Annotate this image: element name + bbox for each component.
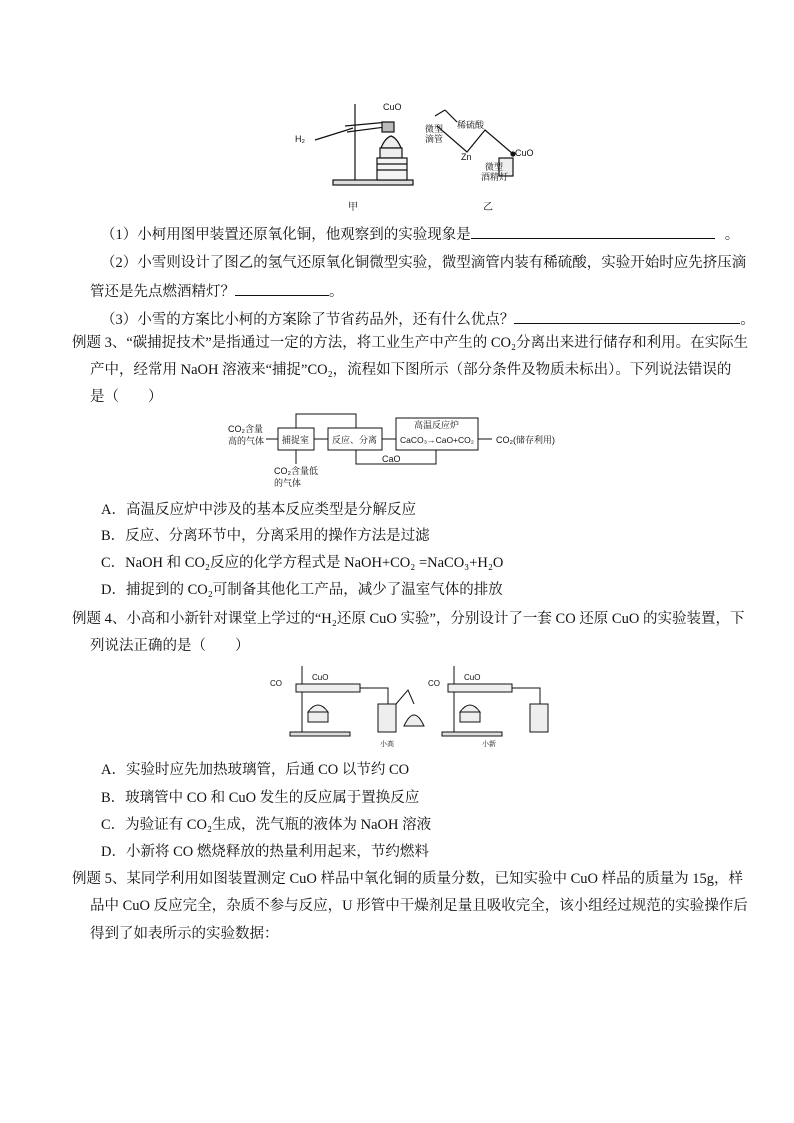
caption-xiaoxin: 小新 bbox=[482, 741, 496, 748]
example-4-option-b: B．玻璃管中 CO 和 CuO 发生的反应属于置换反应 bbox=[101, 790, 420, 806]
label-zn: Zn bbox=[461, 152, 472, 162]
flow-furnace-title: 高温反应炉 bbox=[414, 420, 460, 430]
question-2-line-1-text: （2）小雪则设计了图乙的氢气还原氧化铜微型实验，微型滴管内装有稀硫酸，实验开始时应先挤压滴 bbox=[101, 255, 747, 271]
example-5-line-1: 例题 5、某同学利用如图装置测定 CuO 样品中氧化铜的质量分数，已知实验中 CuO 样品的质量为 15g，样 bbox=[72, 871, 744, 887]
example-3-line-2: 产中，经常用 NaOH 溶液来“捕捉”CO₂，流程如下图所示（部分条件及物质未标出）。下列说法错误的 bbox=[90, 362, 732, 378]
label-micro-dropper-2: 滴管 bbox=[425, 134, 444, 144]
question-1: （1）小柯用图甲装置还原氧化铜，他观察到的实验现象是 。 bbox=[101, 224, 739, 245]
answer-blank-3[interactable] bbox=[514, 309, 740, 324]
carbon-capture-flowchart bbox=[226, 412, 596, 498]
label-micro-lamp-2: 酒精灯 bbox=[481, 172, 509, 182]
label-cuo-2: CuO bbox=[515, 148, 534, 158]
example-4-line-1: 例题 4、小高和小新针对课堂上学过的“H₂还原 CuO 实验”，分别设计了一套 CO 还原 CuO 的实验装置，下 bbox=[72, 611, 745, 627]
apparatus-jia bbox=[315, 104, 413, 185]
label-h2: H₂ bbox=[295, 134, 305, 144]
co-reduction-apparatus bbox=[268, 660, 568, 750]
label-dilute-acid: 稀硫酸 bbox=[457, 120, 485, 130]
example-4-option-a: A．实验时应先加热玻璃管，后通 CO 以节约 CO bbox=[101, 762, 410, 778]
label-co-right: CO bbox=[428, 679, 440, 688]
caption-yi: 乙 bbox=[483, 202, 493, 213]
flow-cao: CaO bbox=[382, 454, 401, 464]
example-3-line-3: 是（ ） bbox=[90, 389, 163, 405]
example-4-line-2: 列说法正确的是（ ） bbox=[90, 638, 250, 654]
example-4-option-c: C．为验证有 CO₂生成，洗气瓶的液体为 NaOH 溶液 bbox=[101, 817, 432, 833]
example-3-option-b: B．反应、分离环节中，分离采用的操作方法是过滤 bbox=[101, 528, 430, 544]
label-cuo: CuO bbox=[383, 102, 402, 112]
flow-low-2: 的气体 bbox=[274, 478, 302, 488]
example-3-option-c: C．NaOH 和 CO₂反应的化学方程式是 NaOH+CO₂ =NaCO₃+H₂O bbox=[101, 555, 504, 571]
flow-input-2: 高的气体 bbox=[228, 436, 265, 446]
flow-capture: 捕捉室 bbox=[282, 435, 310, 445]
question-3: （3）小雪的方案比小柯的方案除了节省药品外，还有什么优点？ 。 bbox=[101, 309, 755, 330]
flow-furnace-eq: CaCO₃→CaO+CO₂ bbox=[400, 435, 475, 445]
example-5-line-3: 得到了如表所示的实验数据： bbox=[90, 926, 279, 942]
caption-jia: 甲 bbox=[348, 202, 358, 213]
figure-jia-yi bbox=[285, 96, 545, 216]
label-cuo-left: CuO bbox=[312, 673, 329, 682]
flow-output: CO₂(储存利用) bbox=[496, 435, 555, 445]
answer-blank-2[interactable] bbox=[235, 281, 329, 296]
example-5-line-2: 品中 CuO 反应完全，杂质不参与反应，U 形管中干燥剂足量且吸收完全，该小组经过规范的实验操作后 bbox=[90, 898, 748, 914]
example-3-option-d: D．捕捉到的 CO₂可制备其他化工产品，减少了温室气体的排放 bbox=[101, 582, 503, 598]
label-cuo-right: CuO bbox=[464, 673, 481, 682]
answer-blank-1[interactable] bbox=[471, 224, 715, 239]
label-co-left: CO bbox=[270, 679, 282, 688]
example-4-option-d: D．小新将 CO 燃烧释放的热量利用起来，节约燃料 bbox=[101, 844, 429, 860]
flow-react: 反应、分离 bbox=[332, 435, 378, 445]
example-3-line-1: 例题 3、“碳捕捉技术”是指通过一定的方法，将工业生产中产生的 CO₂分离出来进行储存和利用。在实际生 bbox=[72, 335, 749, 351]
question-2-line-2: 管还是先点燃酒精灯？ 。 bbox=[90, 281, 344, 302]
flow-low-1: CO₂含量低 bbox=[274, 466, 318, 476]
example-3-option-a: A．高温反应炉中涉及的基本反应类型是分解反应 bbox=[101, 502, 416, 518]
flow-input-1: CO₂含量 bbox=[228, 424, 263, 434]
caption-xiaogao: 小高 bbox=[380, 741, 394, 748]
label-micro-dropper-1: 微型 bbox=[425, 124, 444, 134]
label-micro-lamp-1: 微型 bbox=[485, 162, 504, 172]
